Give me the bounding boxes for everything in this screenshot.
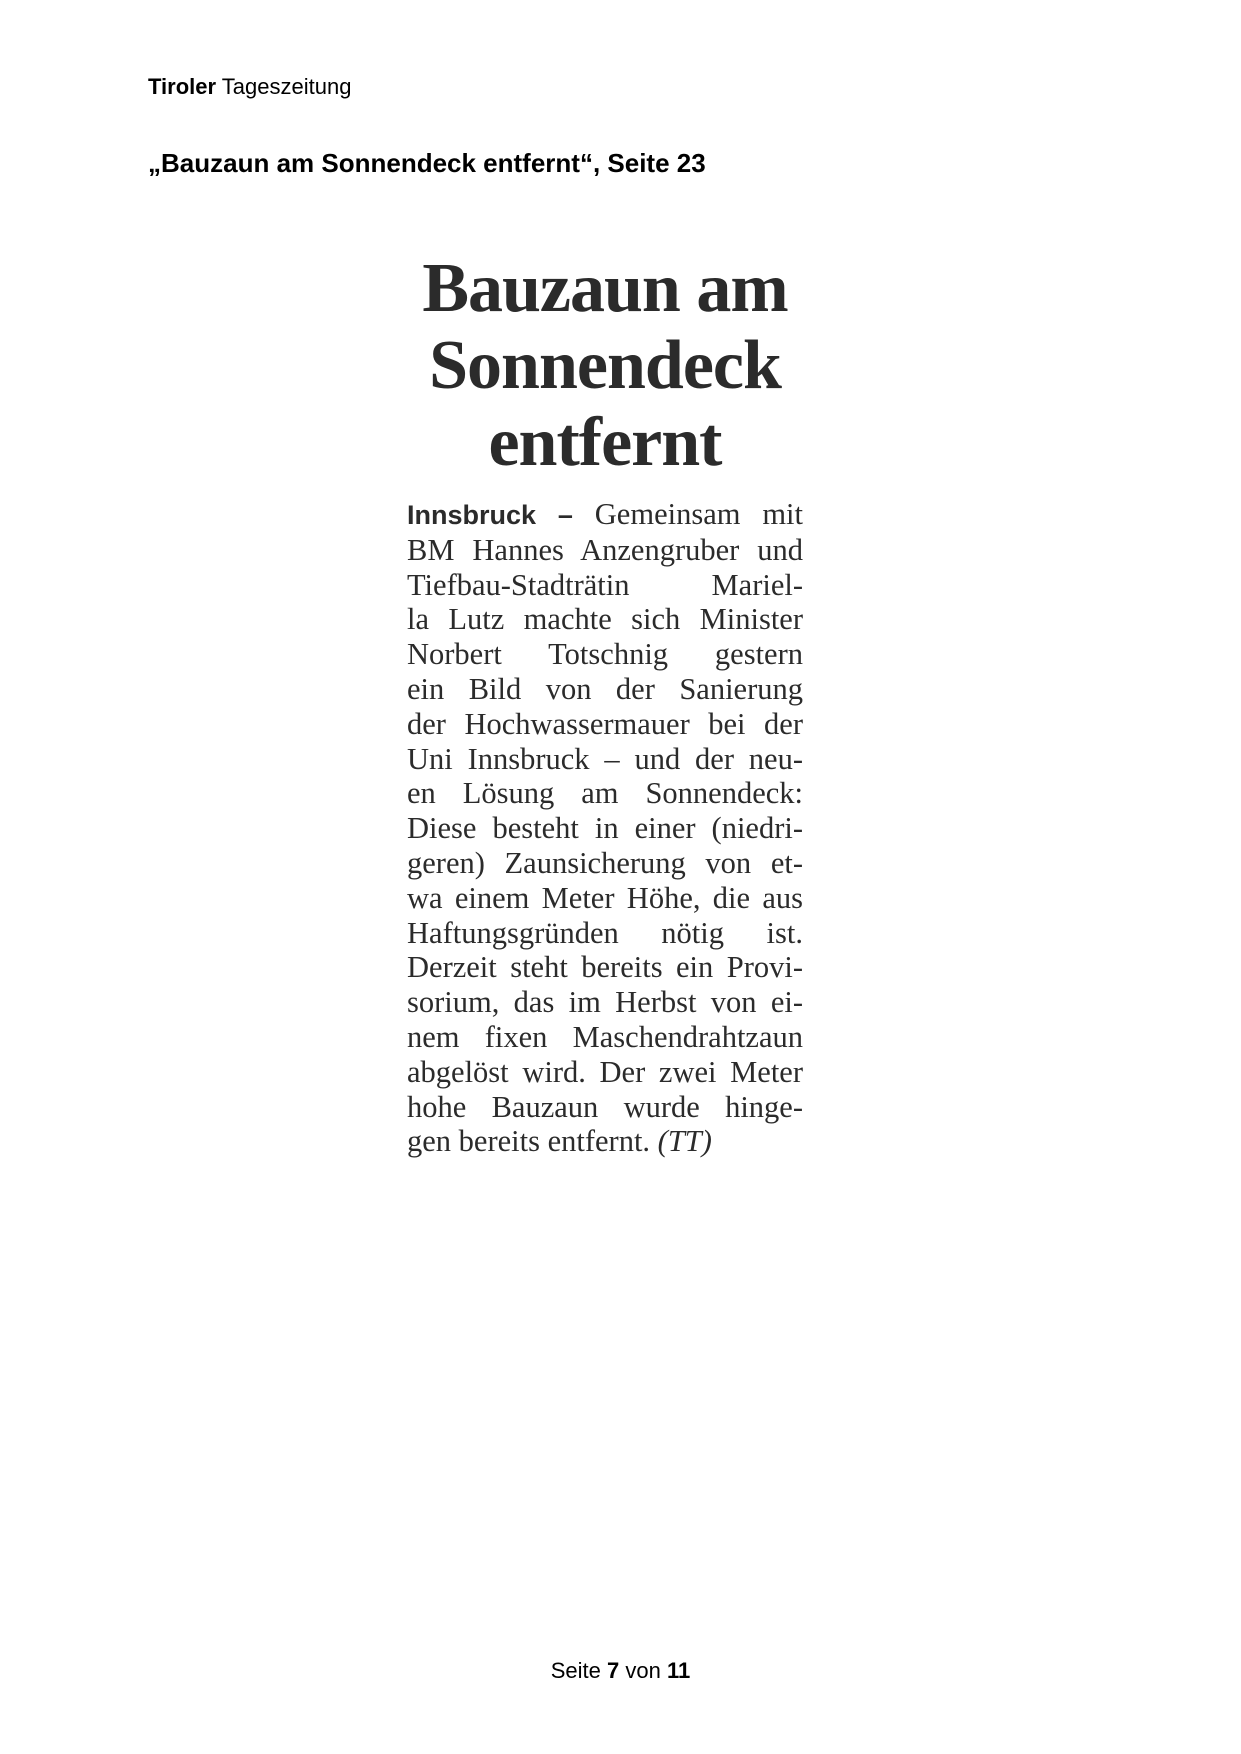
headline-line: Bauzaun am xyxy=(422,250,788,327)
page-label: Seite xyxy=(550,1658,601,1683)
headline-line: entfernt xyxy=(488,404,722,481)
page-of: von xyxy=(625,1658,661,1683)
publication-name-rest: Tageszeitung xyxy=(221,74,352,99)
body-line: ein Bild von der Sanierung xyxy=(407,671,803,706)
body-line: Diese besteht in einer (niedri- xyxy=(407,811,803,846)
body-line: geren) Zaunsicherung von et- xyxy=(407,845,803,880)
publication-name xyxy=(148,74,351,100)
page-current: 7 xyxy=(607,1658,620,1683)
body-line-last xyxy=(407,1124,803,1159)
publication-name-bold: Tiroler xyxy=(148,74,217,99)
dateline-dash: – xyxy=(557,500,573,530)
page-footer xyxy=(0,1658,1241,1684)
body-line: BM Hannes Anzengruber und xyxy=(407,532,803,567)
newspaper-clipping xyxy=(407,250,803,1159)
body-line-text: Gemeinsam mit xyxy=(594,497,803,531)
body-line: abgelöst wird. Der zwei Meter xyxy=(407,1054,803,1089)
body-line-text: gen bereits entfernt. xyxy=(407,1124,651,1159)
body-line: Tiefbau-Stadträtin Mariel- xyxy=(407,567,803,602)
body-line: Derzeit steht bereits ein Provi- xyxy=(407,950,803,985)
page-total: 11 xyxy=(667,1658,691,1683)
headline-line: Sonnendeck xyxy=(429,327,781,404)
agency-tag: (TT) xyxy=(657,1124,712,1159)
body-line-first xyxy=(407,497,803,533)
body-line: Haftungsgründen nötig ist. xyxy=(407,915,803,950)
headline xyxy=(407,250,803,481)
body-line: la Lutz machte sich Minister xyxy=(407,602,803,637)
body-line: Norbert Totschnig gestern xyxy=(407,637,803,672)
dateline: Innsbruck xyxy=(407,500,537,530)
body-line: der Hochwassermauer bei der xyxy=(407,706,803,741)
body-line: Uni Innsbruck – und der neu- xyxy=(407,741,803,776)
article-body xyxy=(407,497,803,1159)
body-line: sorium, das im Herbst von ei- xyxy=(407,985,803,1020)
article-reference: „Bauzaun am Sonnendeck entfernt“, Seite 23 xyxy=(148,148,706,178)
body-line: en Lösung am Sonnendeck: xyxy=(407,776,803,811)
body-line: hohe Bauzaun wurde hinge- xyxy=(407,1089,803,1124)
body-line: nem fixen Maschendrahtzaun xyxy=(407,1019,803,1054)
body-line: wa einem Meter Höhe, die aus xyxy=(407,880,803,915)
